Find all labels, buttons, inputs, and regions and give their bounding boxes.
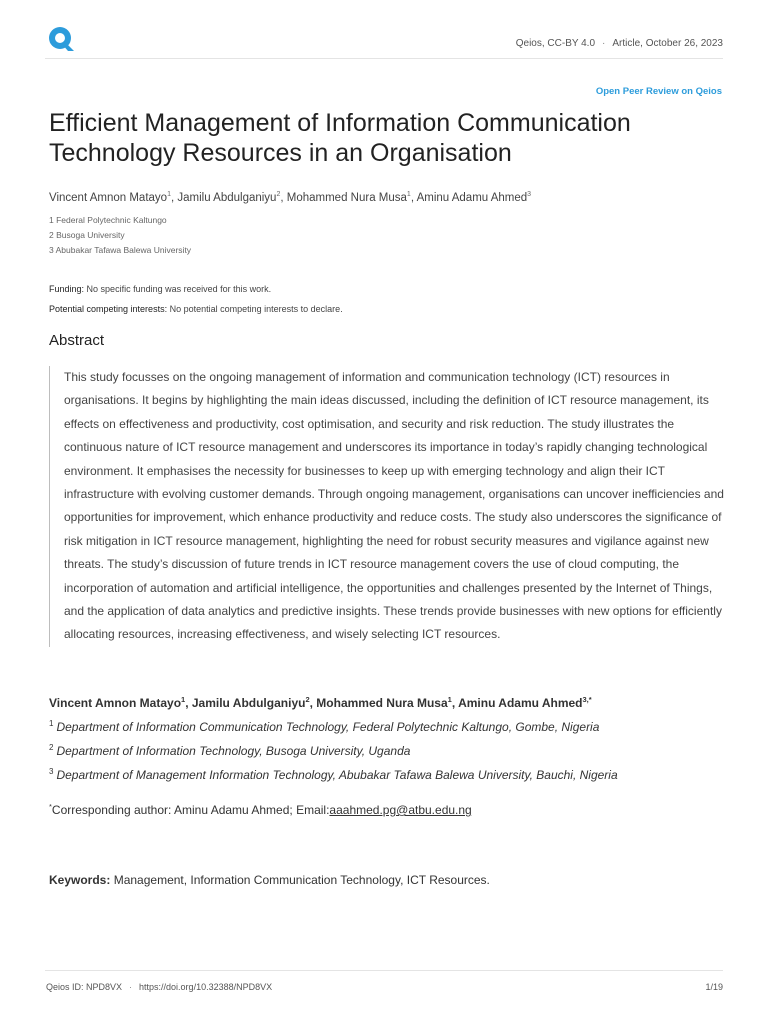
qeios-logo-icon[interactable]: [46, 25, 78, 53]
department-text: Department of Information Technology, Busoga University, Uganda: [56, 744, 411, 758]
author-block: Vincent Amnon Matayo$^1$, Jamilu Abdulganiyu$^2$, Mohammed Nura Musa$^1$, Aminu Adamu Ahmed$^{3,*}$: [49, 695, 592, 710]
competing-interests-statement: [49, 299, 343, 319]
qeios-id: Qeios ID: NPD8VX: [46, 982, 123, 992]
department-item: [49, 719, 599, 734]
abstract-heading: Abstract: [49, 332, 105, 349]
corresponding-text: Corresponding author: Aminu Adamu Ahmed; Email:: [51, 803, 330, 817]
keywords-text: Management, Information Communication Technology, ICT Resources.: [113, 873, 490, 887]
affiliation-marker: 1: [406, 191, 411, 198]
affiliation-list: [49, 213, 191, 258]
department-text: Department of Management Information Technology, Abubakar Tafawa Balewa University, Bauchi, Nigeria: [56, 768, 618, 782]
affiliation-marker: 1: [181, 695, 186, 704]
open-peer-review-link[interactable]: Open Peer Review on Qeios: [595, 86, 722, 97]
affiliation-marker: 2: [305, 695, 310, 704]
author-name: Vincent Amnon Matayo: [49, 191, 168, 204]
author-name: Vincent Amnon Matayo: [49, 696, 182, 710]
department-item: [49, 743, 410, 758]
header-meta: [516, 38, 723, 49]
author-name: Mohammed Nura Musa: [286, 191, 407, 204]
affiliation-item: 3 Abubakar Tafawa Balewa University: [49, 245, 192, 255]
funding-section: [49, 279, 343, 319]
author-name: Aminu Adamu Ahmed: [416, 191, 528, 204]
affiliation-marker: 3: [527, 191, 532, 198]
license-text: Qeios, CC-BY 4.0: [515, 38, 596, 49]
author-name: Jamilu Abdulganiyu: [191, 696, 306, 710]
author-name: Aminu Adamu Ahmed: [458, 696, 583, 710]
corresponding-marker: *: [49, 802, 52, 811]
funding-label: Funding:: [49, 284, 85, 294]
department-number: 1: [49, 719, 54, 728]
paper-title: Efficient Management of Information Communication Technology Resources in an Organisation: [49, 109, 631, 167]
abstract-text: This study focusses on the ongoing management of information and communication technology (ICT) resources in organisations. It begins by highlighting the main ideas discussed, including the definition of ICT resource management, its effects on effectiveness and productivity, cost optimisation, and security and risk reduction. The study illustrates the continuous nature of ICT resource management and underscores its importance in today’s rapidly changing technological environment. It emphasises the necessity for businesses to keep up with emerging technology and align their ICT infrastructure with evolving customer demands. Through ongoing management, organisations can uncover inefficiencies and opportunities for improvement, which enhance productivity and reduce costs. The study also underscores the significance of risk mitigation in ICT resource management, highlighting the need for robust security measures and vigilance against new threats. The study’s discussion of future trends in ICT resource management covers the use of cloud computing, the incorporation of automation and artificial intelligence, the opportunities and challenges presented by the Internet of Things, and the application of data analytics and predictive insights. These trends provide businesses with new options for efficiently allocating resources, increasing effectiveness, and wisely selecting ICT resources.: [64, 370, 724, 642]
doi-link[interactable]: https://doi.org/10.32388/NPD8VX: [139, 982, 273, 992]
keywords-line: [49, 873, 490, 887]
separator-dot: ·: [602, 38, 606, 49]
affiliation-marker: 2: [276, 191, 281, 198]
funding-statement: [49, 279, 343, 299]
page-number: 1/19: [705, 982, 723, 992]
abstract-block: [49, 366, 734, 647]
competing-text: No potential competing interests to declare.: [169, 304, 343, 314]
author-list: Vincent Amnon Matayo$^1$, Jamilu Abdulganiyu$^2$, Mohammed Nura Musa$^1$, Aminu Adamu Ahmed$^3$: [49, 191, 532, 204]
keywords-label: Keywords:: [49, 873, 111, 887]
footer-info: [46, 982, 272, 992]
affiliation-marker: 1: [167, 191, 171, 198]
author-name: Jamilu Abdulganiyu: [177, 191, 277, 204]
affiliation-marker: 1: [447, 695, 452, 704]
article-date: Article, October 26, 2023: [612, 38, 723, 49]
separator-dot: ·: [129, 982, 133, 992]
department-number: 3: [49, 767, 54, 776]
department-text: Department of Information Communication Technology, Federal Polytechnic Kaltungo, Gombe, Nigeria: [56, 720, 600, 734]
corresponding-email-link[interactable]: aaahmed.pg@atbu.edu.ng: [329, 803, 472, 817]
footer-divider: [45, 970, 723, 971]
author-name: Mohammed Nura Musa: [316, 696, 448, 710]
competing-label: Potential competing interests:: [49, 304, 168, 314]
affiliation-item: 2 Busoga University: [49, 230, 125, 240]
department-item: [49, 767, 618, 782]
affiliation-marker: 3,*: [582, 695, 592, 704]
header-divider: [45, 58, 723, 59]
department-number: 2: [49, 743, 54, 752]
corresponding-author: [49, 802, 472, 817]
funding-text: No specific funding was received for this work.: [86, 284, 272, 294]
affiliation-item: 1 Federal Polytechnic Kaltungo: [49, 215, 167, 225]
